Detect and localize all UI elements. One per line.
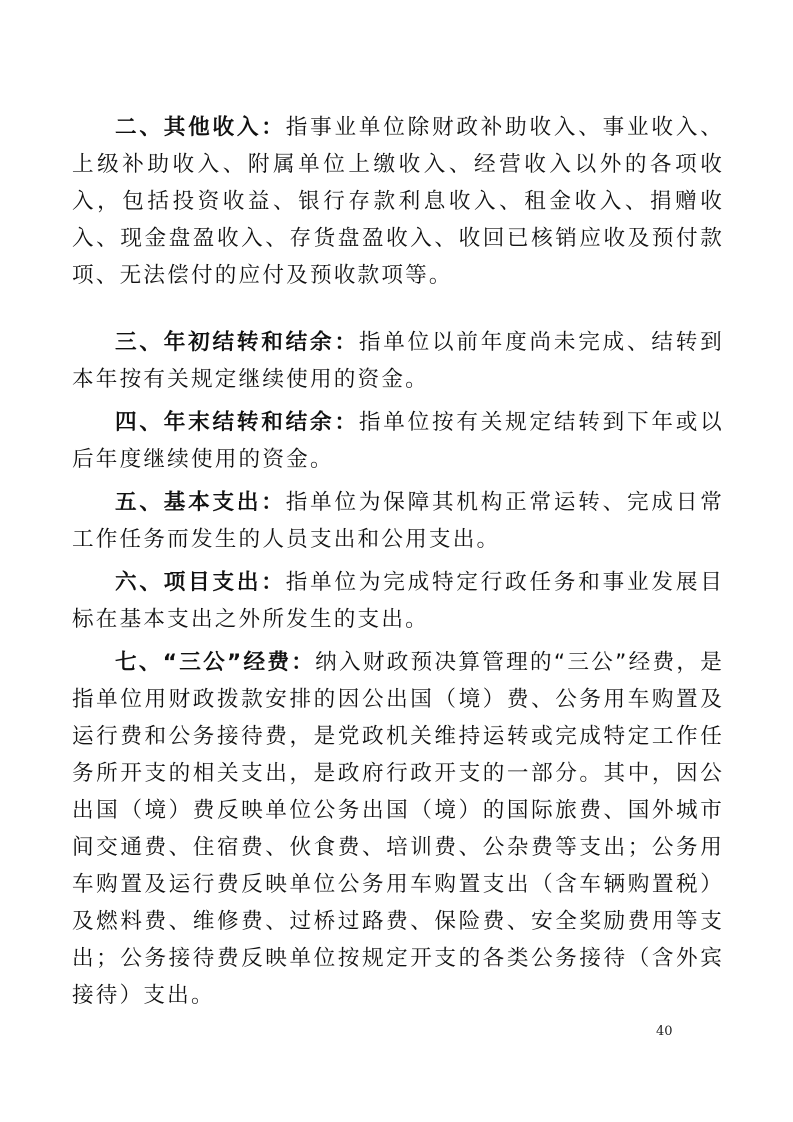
definition-text: 纳入财政预决算管理的“三公”经费，是指单位用财政拨款安排的因公出国（境）费、公务用车购置及运行费和公务接待费，是党政机关维持运转或完成特定工作任务所开支的相关支出，是政府行政开支的一部分。其中，因公出国（境）费反映单位公务出国（境）的国际旅费、国外城市间交通费、住宿费、伙食费、培训费、公杂费等支出；公务用车购置及运行费反映单位公务用车购置支出（含车辆购置税）及燃料费、维修费、过桥过路费、保险费、安全奖励费用等支出；公务接待费反映单位按规定开支的各类公务接待（含外宾接待）支出。 bbox=[72, 650, 724, 1008]
definition-paragraph-basic-expenditure bbox=[72, 484, 724, 558]
definition-term: 三、年初结转和结余： bbox=[115, 330, 359, 355]
definition-text: 指单位为完成特定行政任务和事业发展目标在基本支出之外所发生的支出。 bbox=[72, 570, 724, 632]
definition-text: 指单位以前年度尚未完成、结转到本年按有关规定继续使用的资金。 bbox=[72, 330, 724, 392]
definition-paragraph-project-expenditure bbox=[72, 564, 724, 638]
page-number: 40 bbox=[656, 1024, 673, 1039]
definition-paragraph-other-income bbox=[72, 109, 724, 294]
definition-term: 二、其他收入： bbox=[115, 115, 286, 140]
definition-paragraph-closing-balance bbox=[72, 404, 724, 478]
definition-paragraph-three-public-expenses bbox=[72, 644, 724, 1014]
definition-text: 指单位为保障其机构正常运转、完成日常工作任务而发生的人员支出和公用支出。 bbox=[72, 490, 724, 552]
definition-term: 七、“三公”经费： bbox=[115, 650, 316, 675]
definition-term: 四、年末结转和结余： bbox=[115, 410, 359, 435]
definition-text: 指事业单位除财政补助收入、事业收入、上级补助收入、附属单位上缴收入、经营收入以外的各项收入，包括投资收益、银行存款利息收入、租金收入、捐赠收入、现金盘盈收入、存货盘盈收入、收回已核销应收及预付款项、无法偿付的应付及预收款项等。 bbox=[72, 115, 724, 288]
definition-paragraph-opening-balance bbox=[72, 324, 724, 398]
definition-text: 指单位按有关规定结转到下年或以后年度继续使用的资金。 bbox=[72, 410, 724, 472]
definition-term: 五、基本支出： bbox=[115, 490, 286, 515]
definition-term: 六、项目支出： bbox=[115, 570, 286, 595]
